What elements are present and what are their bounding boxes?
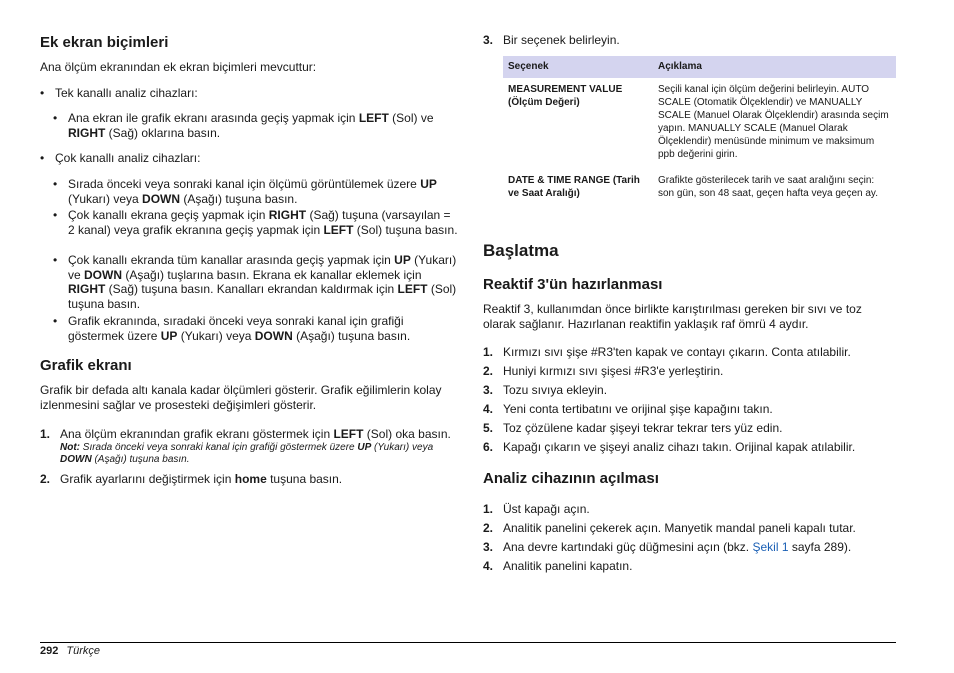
- single-channel-item: • Ana ekran ile grafik ekranı arasında geçiş yapmak için LEFT (Sol) ve RIGHT (Sağ) oklarına basın.: [53, 111, 434, 140]
- intro-reagent: Reaktif 3, kullanımdan önce birlikte karıştırılması gereken bir sıvı ve toz olarak sağlanır. Hazırlanan reaktifin yaklaşık raf ömrü 4 aydır.: [483, 302, 862, 331]
- option-step: [483, 33, 897, 48]
- reagent-steps: [483, 345, 897, 455]
- graph-steps: [40, 427, 460, 486]
- option-desc: Seçili kanal için ölçüm değerini belirleyin. AUTO SCALE (Otomatik Ölçeklendir) ve MANUALLY SCALE (Manuel Olarak Ölçeklendir) arasında seçim yapın. MANUALLY SCALE (Manuel Olarak Ölçeklendir) menüsünde minimum ve maksimum ppb değerini girin.: [658, 84, 889, 160]
- list-item: 2. Grafik ayarlarını değiştirmek için home tuşuna basın.: [40, 471, 343, 486]
- list-item: 1. Ana ölçüm ekranından grafik ekranı göstermek için LEFT (Sol) oka basın. Not: Sırada önceki veya sonraki kanal için grafiği göstermek üzere UP (Yukarı) veya DOWN (Aşağı) tuşuna basın.: [40, 427, 460, 467]
- table-row: [503, 78, 896, 166]
- list-item: 5. Toz çözülene kadar şişeyi tekrar tekrar ters yüz edin.: [483, 421, 783, 435]
- intro-graph: Grafik bir defada altı kanala kadar ölçümleri gösterir. Grafik eğilimlerin kolay izlenmesini sağlar ve prosesteki değişimleri gösterir.: [40, 383, 442, 412]
- footer-divider: [40, 642, 896, 643]
- heading-startup: Başlatma: [483, 241, 559, 260]
- page-footer: [40, 644, 100, 658]
- figure-link[interactable]: Şekil 1: [752, 540, 789, 554]
- heading-open-analyzer: Analiz cihazının açılması: [483, 470, 659, 487]
- list-item: 3. Bir seçenek belirleyin.: [483, 33, 620, 47]
- heading-reagent-prep: Reaktif 3'ün hazırlanması: [483, 276, 663, 293]
- list-item: 4. Yeni conta tertibatını ve orijinal şişe kapağını takın.: [483, 402, 773, 416]
- list-item: 6. Kapağı çıkarın ve şişeyi analiz cihazı takın. Orijinal kapak atılabilir.: [483, 440, 856, 454]
- list-item: 4. Analitik panelini kapatın.: [483, 559, 633, 573]
- list-item: 3. Tozu sıvıya ekleyin.: [483, 383, 608, 397]
- option-name: DATE & TIME RANGE (Tarih ve Saat Aralığı): [503, 166, 653, 205]
- note: Not: Sırada önceki veya sonraki kanal için grafiği göstermek üzere UP (Yukarı) veya DOWN (Aşağı) tuşuna basın.: [60, 441, 434, 465]
- page-number: 292: [40, 645, 59, 657]
- multi-channel-item: • Sırada önceki veya sonraki kanal için ölçümü görüntülemek üzere UP (Yukarı) veya DOWN (Aşağı) tuşuna basın.: [53, 177, 437, 206]
- heading-extra-screens: Ek ekran biçimleri: [40, 34, 169, 51]
- list-item: 2. Huniyi kırmızı sıvı şişesi #R3'e yerleştirin.: [483, 364, 724, 378]
- list-item: 2. Analitik panelini çekerek açın. Manyetik mandal paneli kapalı tutar.: [483, 521, 856, 535]
- option-name: MEASUREMENT VALUE (Ölçüm Değeri): [508, 84, 623, 108]
- footer-language: Türkçe: [66, 645, 100, 657]
- multi-channel-item: • Çok kanallı ekrana geçiş yapmak için RIGHT (Sağ) tuşuna (varsayılan = 2 kanal) veya grafik ekranına geçiş yapmak için LEFT (Sol) tuşuna basın.: [53, 208, 458, 237]
- heading-graph-screen: Grafik ekranı: [40, 357, 132, 374]
- table-header: Açıklama: [653, 56, 896, 78]
- multi-channel-label: • Çok kanallı analiz cihazları:: [40, 151, 201, 165]
- intro-extra: Ana ölçüm ekranından ek ekran biçimleri mevcuttur:: [40, 60, 317, 74]
- table-header: Seçenek: [503, 56, 653, 78]
- list-item: 1. Kırmızı sıvı şişe #R3'ten kapak ve contayı çıkarın. Conta atılabilir.: [483, 345, 851, 359]
- list-item: 3. Ana devre kartındaki güç düğmesini açın (bkz. Şekil 1 sayfa 289).: [483, 540, 852, 554]
- open-steps: [483, 502, 897, 574]
- options-table: [503, 56, 896, 204]
- table-row: [503, 166, 896, 205]
- multi-channel-item: • Grafik ekranında, sıradaki önceki veya sonraki kanal için grafiği göstermek üzere UP (Yukarı) veya DOWN (Aşağı) tuşuna basın.: [53, 314, 411, 343]
- multi-channel-item: • Çok kanallı ekranda tüm kanallar arasında geçiş yapmak için UP (Yukarı) ve DOWN (Aşağı) tuşlarına basın. Ekrana ek kanallar eklemek için RIGHT (Sağ) tuşuna basın. Kanalları ekrandan kaldırmak için LEFT (Sol) tuşuna basın.: [53, 253, 457, 311]
- option-desc: Grafikte gösterilecek tarih ve saat aralığını seçin: son gün, son 48 saat, geçen hafta veya geçen ay.: [653, 166, 896, 205]
- list-item: 1. Üst kapağı açın.: [483, 502, 590, 516]
- single-channel-label: • Tek kanallı analiz cihazları:: [40, 86, 198, 100]
